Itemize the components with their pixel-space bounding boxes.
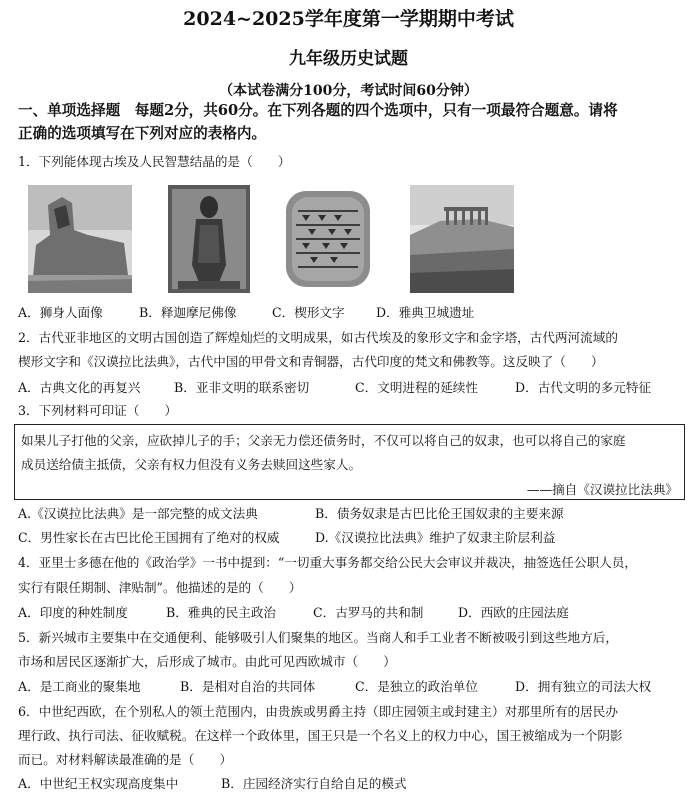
- section-heading-line2: 正确的选项填写在下列对应的表格内。: [18, 125, 267, 142]
- q6-option-b: B．庄园经济实行自给自足的模式: [221, 776, 407, 791]
- q5-option-b: B．是相对自治的共同体: [180, 679, 316, 694]
- q1-option-b: B．释迦摩尼佛像: [139, 305, 237, 320]
- q2-stem-line1: 2．古代亚非地区的文明古国创造了辉煌灿烂的文明成果，如古代埃及的象形文字和金字塔，古代两河流域的: [18, 330, 618, 345]
- q4-stem-line2: 实行有限任期制、津贴制”。他描述的是的（ ）: [18, 580, 302, 595]
- q2-option-d: D．古代文明的多元特征: [515, 380, 652, 395]
- sphinx-image: [28, 185, 132, 293]
- q3-quote-box: [14, 424, 685, 500]
- q3-option-a: A.《汉谟拉比法典》是一部完整的成文法典: [18, 506, 258, 521]
- buddha-statue-image: [168, 185, 250, 293]
- q1-option-a: A．狮身人面像: [18, 305, 103, 320]
- q3-quote-line1: 如果儿子打他的父亲，应砍掉儿子的手；父亲无力偿还债务时，不仅可以将自己的奴隶，也可以将自己的家庭: [21, 433, 626, 448]
- cuneiform-tablet-image: [282, 185, 374, 293]
- q5-stem-line2: 市场和居民区逐渐扩大，后形成了城市。由此可见西欧城市（ ）: [18, 654, 396, 669]
- q2-stem-line2: 楔形文字和《汉谟拉比法典》，古代中国的甲骨文和青铜器，古代印度的梵文和佛教等。这反映了（ ）: [18, 354, 604, 369]
- q1-option-d: D．雅典卫城遗址: [376, 305, 475, 320]
- exam-subtitle: 九年级历史试题: [289, 49, 408, 69]
- q4-option-c: C．古罗马的共和制: [313, 605, 424, 620]
- q3-option-c: C．男性家长在古巴比伦王国拥有了绝对的权威: [18, 530, 280, 545]
- q5-option-d: D．拥有独立的司法大权: [515, 679, 652, 694]
- q3-option-d: D.《汉谟拉比法典》维护了奴隶主阶层利益: [315, 530, 556, 545]
- q3-option-b: B．债务奴隶是古巴比伦王国奴隶的主要来源: [315, 506, 564, 521]
- q4-option-b: B．雅典的民主政治: [166, 605, 277, 620]
- q4-option-d: D．西欧的庄园法庭: [458, 605, 569, 620]
- q1-option-c: C．楔形文字: [272, 305, 345, 320]
- acropolis-image: [410, 185, 514, 293]
- q2-option-a: A．古典文化的再复兴: [18, 380, 141, 395]
- q1-stem: 1．下列能体现古埃及人民智慧结晶的是（ ）: [18, 154, 291, 169]
- q2-option-c: C．文明进程的延续性: [355, 380, 478, 395]
- q2-option-b: B．亚非文明的联系密切: [174, 380, 310, 395]
- q6-option-a: A．中世纪王权实现高度集中: [18, 776, 179, 791]
- q6-stem-line3: 而已。对材料解读最准确的是（ ）: [18, 752, 233, 767]
- q3-quote-line2: 成员送给债主抵债，父亲有权力但没有义务去赎回这些家人。: [21, 457, 362, 472]
- q6-stem-line1: 6．中世纪西欧，在个别私人的领土范围内，由贵族或男爵主持（即庄园领主或封建主）对那里所有的居民办: [18, 704, 618, 719]
- q6-stem-line2: 理行政、执行司法、征收赋税。在这样一个政体里，国王只是一个名义上的权力中心，国王被缩成为一个阴影: [18, 728, 623, 743]
- q5-option-c: C．是独立的政治单位: [355, 679, 478, 694]
- q3-quote-source: ——摘自《汉谟拉比法典》: [526, 482, 678, 497]
- section-heading-line1: 一、单项选择题 每题2分，共60分。在下列各题的四个选项中，只有一项最符合题意。请将: [18, 102, 618, 119]
- q4-option-a: A．印度的种姓制度: [18, 605, 128, 620]
- q5-stem-line1: 5．新兴城市主要集中在交通便利、能够吸引人们聚集的地区。当商人和手工业者不断被吸引到这些地方后，: [18, 630, 618, 645]
- q5-option-a: A．是工商业的聚集地: [18, 679, 141, 694]
- q3-stem: 3．下列材料可印证（ ）: [18, 403, 178, 418]
- exam-note: （本试卷满分100分，考试时间60分钟）: [219, 83, 478, 99]
- exam-title: 2024~2025学年度第一学期期中考试: [183, 8, 514, 30]
- q4-stem-line1: 4．亚里士多德在他的《政治学》一书中提到：“一切重大事务都交给公民大会审议并裁决，抽签选任公职人员，: [18, 555, 637, 570]
